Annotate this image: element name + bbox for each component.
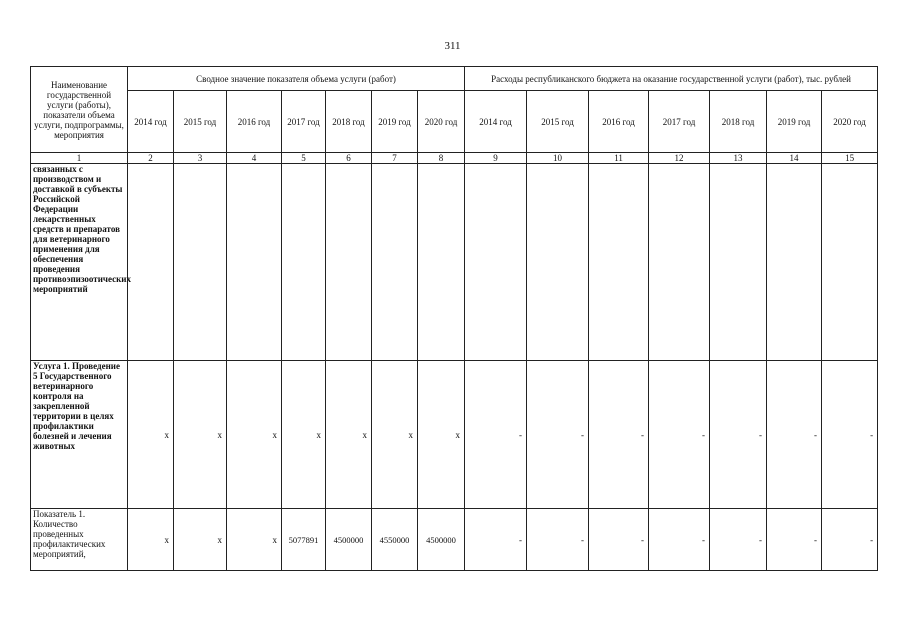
row-name: связанных с производством и доставкой в субъекты Российской Федерации лекарственных средств и препаратов для ветеринарного применения для обеспечения проведения противоэпизоотических мероприятий bbox=[31, 164, 128, 361]
column-number: 15 bbox=[822, 153, 878, 164]
budget-table bbox=[30, 66, 878, 571]
volume-cell: x bbox=[418, 361, 465, 509]
year-header: 2019 год bbox=[767, 91, 822, 153]
column-number: 7 bbox=[372, 153, 418, 164]
cost-cell bbox=[649, 164, 710, 361]
volume-cell: x bbox=[227, 509, 282, 571]
header-costs-group: Расходы республиканского бюджета на оказание государственной услуги (работ), тыс. рублей bbox=[465, 67, 878, 91]
cost-cell: - bbox=[822, 509, 878, 571]
column-number: 2 bbox=[128, 153, 174, 164]
column-number: 6 bbox=[326, 153, 372, 164]
year-header: 2016 год bbox=[227, 91, 282, 153]
cost-cell: - bbox=[649, 361, 710, 509]
column-number: 9 bbox=[465, 153, 527, 164]
volume-cell bbox=[372, 164, 418, 361]
cost-cell: - bbox=[589, 361, 649, 509]
column-number: 12 bbox=[649, 153, 710, 164]
year-header: 2015 год bbox=[174, 91, 227, 153]
header-name-col: Наименование государственной услуги (работы), показатели объема услуги, подпрограммы, мероприятия bbox=[31, 67, 128, 153]
column-number: 4 bbox=[227, 153, 282, 164]
cost-cell bbox=[527, 164, 589, 361]
year-header: 2018 год bbox=[710, 91, 767, 153]
table-row bbox=[31, 164, 878, 361]
column-number: 11 bbox=[589, 153, 649, 164]
volume-cell: 5077891 bbox=[282, 509, 326, 571]
table-row bbox=[31, 361, 878, 509]
cost-cell: - bbox=[710, 361, 767, 509]
volume-cell: x bbox=[227, 361, 282, 509]
volume-cell bbox=[418, 164, 465, 361]
table-row bbox=[31, 509, 878, 571]
row-name: Показатель 1. Количество проведенных профилактических мероприятий, bbox=[31, 509, 128, 571]
cost-cell bbox=[710, 164, 767, 361]
cost-cell: - bbox=[822, 361, 878, 509]
year-header: 2020 год bbox=[822, 91, 878, 153]
year-header: 2014 год bbox=[465, 91, 527, 153]
year-header: 2017 год bbox=[649, 91, 710, 153]
column-number: 10 bbox=[527, 153, 589, 164]
volume-cell bbox=[128, 164, 174, 361]
header-row-years bbox=[31, 91, 878, 153]
cost-cell bbox=[822, 164, 878, 361]
cost-cell: - bbox=[465, 509, 527, 571]
year-header: 2018 год bbox=[326, 91, 372, 153]
column-number: 14 bbox=[767, 153, 822, 164]
volume-cell: x bbox=[372, 361, 418, 509]
cost-cell: - bbox=[527, 361, 589, 509]
column-number: 8 bbox=[418, 153, 465, 164]
year-header: 2016 год bbox=[589, 91, 649, 153]
year-header: 2014 год bbox=[128, 91, 174, 153]
row-name: Услуга 1. Проведение 5 Государственного ветеринарного контроля на закрепленной территории в целях профилактики болезней и лечения животных bbox=[31, 361, 128, 509]
cost-cell: - bbox=[710, 509, 767, 571]
volume-cell bbox=[174, 164, 227, 361]
column-number: 5 bbox=[282, 153, 326, 164]
cost-cell: - bbox=[465, 361, 527, 509]
column-number: 13 bbox=[710, 153, 767, 164]
year-header: 2019 год bbox=[372, 91, 418, 153]
year-header: 2015 год bbox=[527, 91, 589, 153]
cost-cell: - bbox=[767, 361, 822, 509]
column-number-row bbox=[31, 153, 878, 164]
volume-cell: x bbox=[174, 509, 227, 571]
cost-cell: - bbox=[589, 509, 649, 571]
header-row-groups bbox=[31, 67, 878, 91]
cost-cell: - bbox=[527, 509, 589, 571]
cost-cell bbox=[767, 164, 822, 361]
volume-cell: 4500000 bbox=[326, 509, 372, 571]
volume-cell: 4500000 bbox=[418, 509, 465, 571]
cost-cell: - bbox=[649, 509, 710, 571]
volume-cell: x bbox=[174, 361, 227, 509]
column-number: 1 bbox=[31, 153, 128, 164]
volume-cell: x bbox=[128, 361, 174, 509]
column-number: 3 bbox=[174, 153, 227, 164]
header-volume-group: Сводное значение показателя объема услуги (работ) bbox=[128, 67, 465, 91]
cost-cell: - bbox=[767, 509, 822, 571]
year-header: 2017 год bbox=[282, 91, 326, 153]
volume-cell bbox=[326, 164, 372, 361]
volume-cell bbox=[227, 164, 282, 361]
volume-cell: 4550000 bbox=[372, 509, 418, 571]
cost-cell bbox=[465, 164, 527, 361]
page-number: 311 bbox=[444, 40, 461, 52]
volume-cell: x bbox=[128, 509, 174, 571]
volume-cell bbox=[282, 164, 326, 361]
cost-cell bbox=[589, 164, 649, 361]
volume-cell: x bbox=[282, 361, 326, 509]
volume-cell: x bbox=[326, 361, 372, 509]
year-header: 2020 год bbox=[418, 91, 465, 153]
